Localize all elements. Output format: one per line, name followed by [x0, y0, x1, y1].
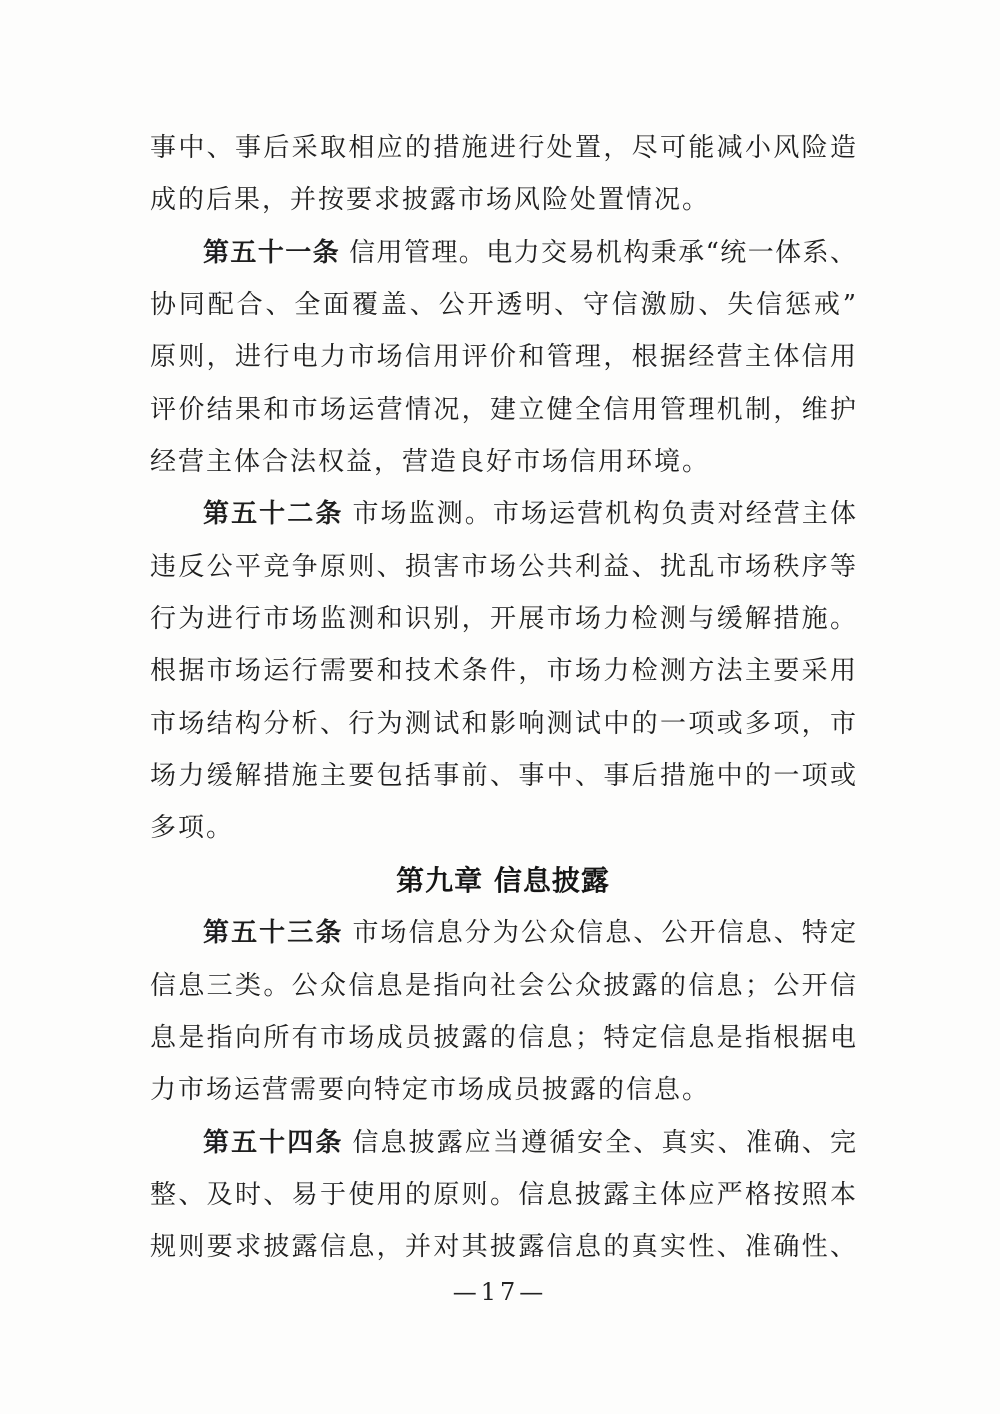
line-text: 协同配合、全面覆盖、公开透明、守信激励、失信惩戒”: [150, 290, 856, 321]
text-line: [150, 1169, 856, 1221]
text-line: [150, 541, 856, 593]
text-line: [150, 122, 856, 174]
line-text: 整、及时、易于使用的原则。信息披露主体应严格按照本: [150, 1179, 856, 1210]
line-text: 场力缓解措施主要包括事前、事中、事后措施中的一项或: [150, 761, 856, 792]
article-number: 第五十一条: [203, 237, 341, 268]
line-text: 行为进行市场监测和识别，开展市场力检测与缓解措施。: [150, 604, 856, 635]
line-text: 市场结构分析、行为测试和影响测试中的一项或多项，市: [150, 708, 856, 739]
document-body: [150, 122, 856, 1274]
line-text: 市场监测。市场运营机构负责对经营主体: [352, 499, 856, 530]
page-number: —17—: [452, 1278, 548, 1306]
line-text: 事中、事后采取相应的措施进行处置，尽可能减小风险造: [150, 133, 856, 163]
text-line: [150, 174, 856, 226]
text-line: [150, 960, 856, 1012]
line-text: 规则要求披露信息，并对其披露信息的真实性、准确性、: [150, 1232, 856, 1263]
text-line: [150, 645, 856, 697]
line-text: 违反公平竞争原则、损害市场公共利益、扰乱市场秩序等: [150, 551, 856, 582]
text-line: [150, 436, 856, 488]
text-line: [150, 331, 856, 383]
line-text: 信息披露应当遵循安全、真实、准确、完: [352, 1127, 856, 1158]
line-text: 经营主体合法权益，营造良好市场信用环境。: [150, 447, 711, 478]
article-number: 第五十二条: [203, 499, 344, 530]
text-line: [150, 698, 856, 750]
line-text: 力市场运营需要向特定市场成员披露的信息。: [150, 1075, 711, 1106]
line-text: 信用管理。电力交易机构秉承“统一体系、: [349, 237, 856, 268]
text-line: [150, 593, 856, 645]
text-line: [150, 1064, 856, 1116]
chapter-heading: 第九章 信息披露: [396, 863, 610, 897]
text-line: [150, 488, 856, 540]
article-number: 第五十三条: [203, 918, 344, 949]
text-line: [150, 279, 856, 331]
line-text: 根据市场运行需要和技术条件，市场力检测方法主要采用: [150, 656, 856, 687]
text-line: [150, 227, 856, 279]
line-text: 市场信息分为公众信息、公开信息、特定: [352, 918, 856, 949]
article-number: 第五十四条: [203, 1127, 344, 1158]
text-line: [150, 907, 856, 959]
text-line: [150, 384, 856, 436]
line-text: 评价结果和市场运营情况，建立健全信用管理机制，维护: [150, 394, 856, 425]
line-text: 信息三类。公众信息是指向社会公众披露的信息；公开信: [150, 970, 856, 1001]
line-text: 息是指向所有市场成员披露的信息；特定信息是指根据电: [150, 1022, 856, 1053]
line-text: 多项。: [150, 813, 235, 844]
line-text: 原则，进行电力市场信用评价和管理，根据经营主体信用: [150, 342, 856, 373]
text-line: [150, 750, 856, 802]
text-line: [150, 1117, 856, 1169]
text-line: [150, 1012, 856, 1064]
text-line: [150, 802, 856, 854]
line-text: 成的后果，并按要求披露市场风险处置情况。: [150, 185, 711, 216]
text-line: [150, 1221, 856, 1273]
